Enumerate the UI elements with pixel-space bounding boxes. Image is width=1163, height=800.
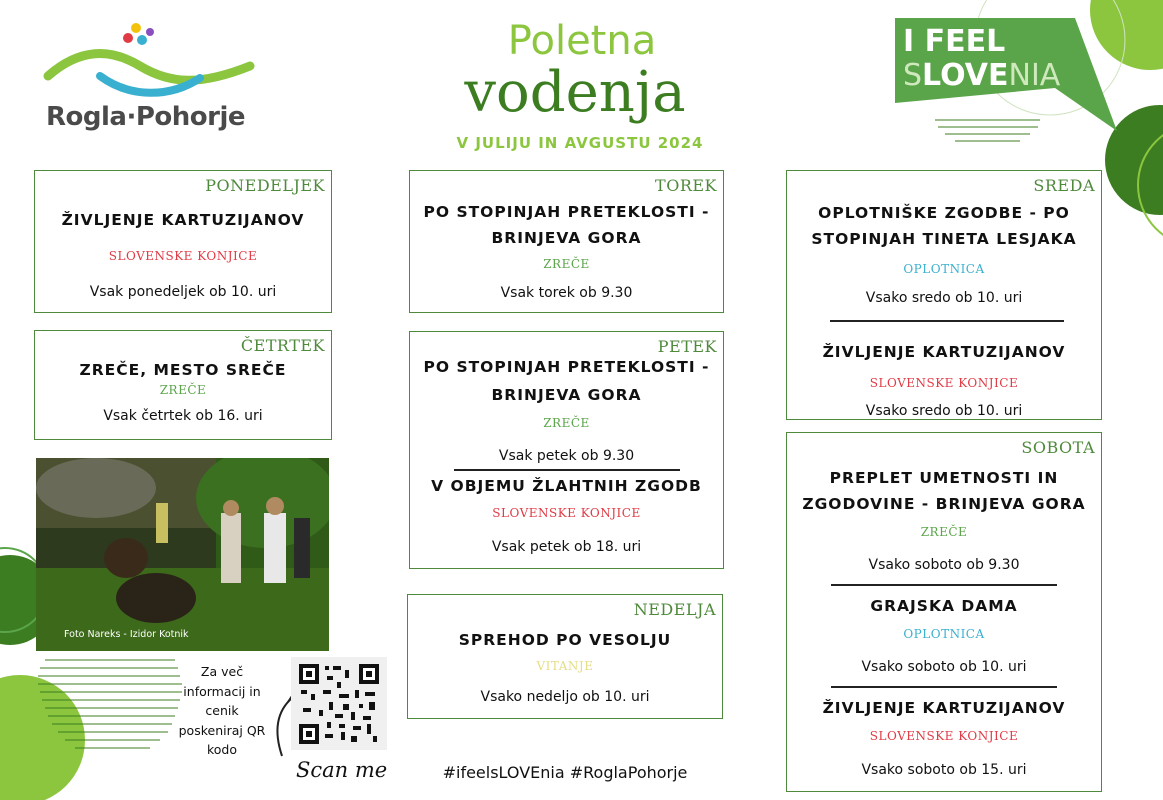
- tour-title-line1: OPLOTNIŠKE ZGODBE - PO: [818, 204, 1070, 222]
- day-label: NEDELJA: [633, 600, 716, 619]
- logo-waves-icon: [40, 18, 270, 98]
- tour-time: Vsako soboto ob 15. uri: [861, 762, 1027, 778]
- day-label: PETEK: [657, 337, 717, 356]
- tour-title-line1: PO STOPINJAH PRETEKLOSTI -: [423, 358, 710, 376]
- friday-card: [409, 331, 724, 569]
- day-label: SREDA: [1033, 176, 1095, 195]
- tour-place: SLOVENSKE KONJICE: [869, 729, 1019, 743]
- divider: [830, 320, 1064, 322]
- qr-info-text: Za več informacij in cenik poskeniraj QR kodo: [178, 664, 266, 757]
- tour-title: ZREČE, MESTO SREČE: [79, 361, 287, 379]
- saturday-card: [786, 432, 1102, 792]
- tour-time: Vsako sredo ob 10. uri: [865, 290, 1023, 306]
- tour-place: SLOVENSKE KONJICE: [869, 376, 1019, 390]
- tour-time: Vsako nedeljo ob 10. uri: [480, 689, 650, 705]
- tour-time: Vsak torek ob 9.30: [500, 285, 633, 301]
- tour-place: ZREČE: [543, 416, 590, 430]
- tour-place: ZREČE: [159, 383, 207, 397]
- tour-title-line1: PREPLET UMETNOSTI IN: [829, 469, 1059, 487]
- tour-time: Vsako soboto ob 10. uri: [861, 659, 1027, 675]
- tour-title: ŽIVLJENJE KARTUZIJANOV: [822, 343, 1066, 361]
- logo-text: Rogla·Pohorje: [46, 102, 245, 132]
- divider: [831, 686, 1057, 688]
- day-label: PONEDELJEK: [205, 176, 325, 195]
- brand-line2: SLOVENIA: [903, 58, 1061, 93]
- tour-title-line1: PO STOPINJAH PRETEKLOSTI -: [423, 203, 710, 221]
- qr-code-icon: [299, 664, 379, 744]
- title-vodenja: vodenja: [464, 60, 686, 125]
- tour-place: SLOVENSKE KONJICE: [108, 249, 258, 263]
- hashtags: #ifeelsLOVEnia #RoglaPohorje: [442, 763, 688, 782]
- tour-place: OPLOTNICA: [903, 627, 985, 641]
- tour-time: Vsak četrtek ob 16. uri: [103, 408, 263, 424]
- photo-image: [36, 458, 329, 651]
- monday-card: [34, 170, 332, 313]
- tour-place: SLOVENSKE KONJICE: [492, 506, 641, 520]
- tour-title: V OBJEMU ŽLAHTNIH ZGODB: [431, 477, 702, 495]
- qr-code[interactable]: [291, 657, 387, 750]
- header-subtitle: V JULIJU IN AVGUSTU 2024: [456, 134, 704, 152]
- divider: [831, 584, 1057, 586]
- tour-place: ZREČE: [920, 525, 968, 539]
- title-poletna: Poletna: [507, 18, 657, 64]
- tour-title: ŽIVLJENJE KARTUZIJANOV: [61, 211, 305, 229]
- brand-line1: I FEEL: [903, 24, 1006, 59]
- photo-caption: Foto Nareks - Izidor Kotnik: [64, 629, 189, 640]
- day-label: SOBOTA: [1021, 438, 1095, 457]
- tour-time: Vsako soboto ob 9.30: [868, 557, 1020, 573]
- tour-place: ZREČE: [543, 257, 590, 271]
- tour-time: Vsak petek ob 9.30: [498, 448, 635, 464]
- tour-place: OPLOTNICA: [903, 262, 985, 276]
- tour-title: ŽIVLJENJE KARTUZIJANOV: [822, 699, 1066, 717]
- day-label: ČETRTEK: [240, 336, 325, 355]
- rogla-pohorje-logo: [40, 18, 270, 148]
- thursday-card: [34, 330, 332, 440]
- tour-photo: [36, 458, 329, 651]
- tour-time: Vsak ponedeljek ob 10. uri: [89, 284, 277, 300]
- divider: [454, 469, 680, 471]
- tour-title-line2: BRINJEVA GORA: [491, 229, 642, 247]
- tour-title: SPREHOD PO VESOLJU: [458, 631, 672, 649]
- tour-title-line2: BRINJEVA GORA: [491, 386, 642, 404]
- sunday-card: [407, 594, 723, 719]
- tour-title-line2: ZGODOVINE - BRINJEVA GORA: [802, 495, 1086, 513]
- i-feel-slovenia-logo: [895, 18, 1117, 131]
- tour-time: Vsako sredo ob 10. uri: [865, 403, 1023, 419]
- tour-place: VITANJE: [536, 659, 594, 673]
- wednesday-card: [786, 170, 1102, 420]
- scan-me-label: Scan me: [296, 758, 388, 782]
- day-label: TOREK: [655, 176, 717, 195]
- tour-title: GRAJSKA DAMA: [870, 597, 1018, 615]
- tour-time: Vsak petek ob 18. uri: [491, 539, 642, 555]
- tour-title-line2: STOPINJAH TINETA LESJAKA: [811, 230, 1077, 248]
- tuesday-card: [409, 170, 724, 313]
